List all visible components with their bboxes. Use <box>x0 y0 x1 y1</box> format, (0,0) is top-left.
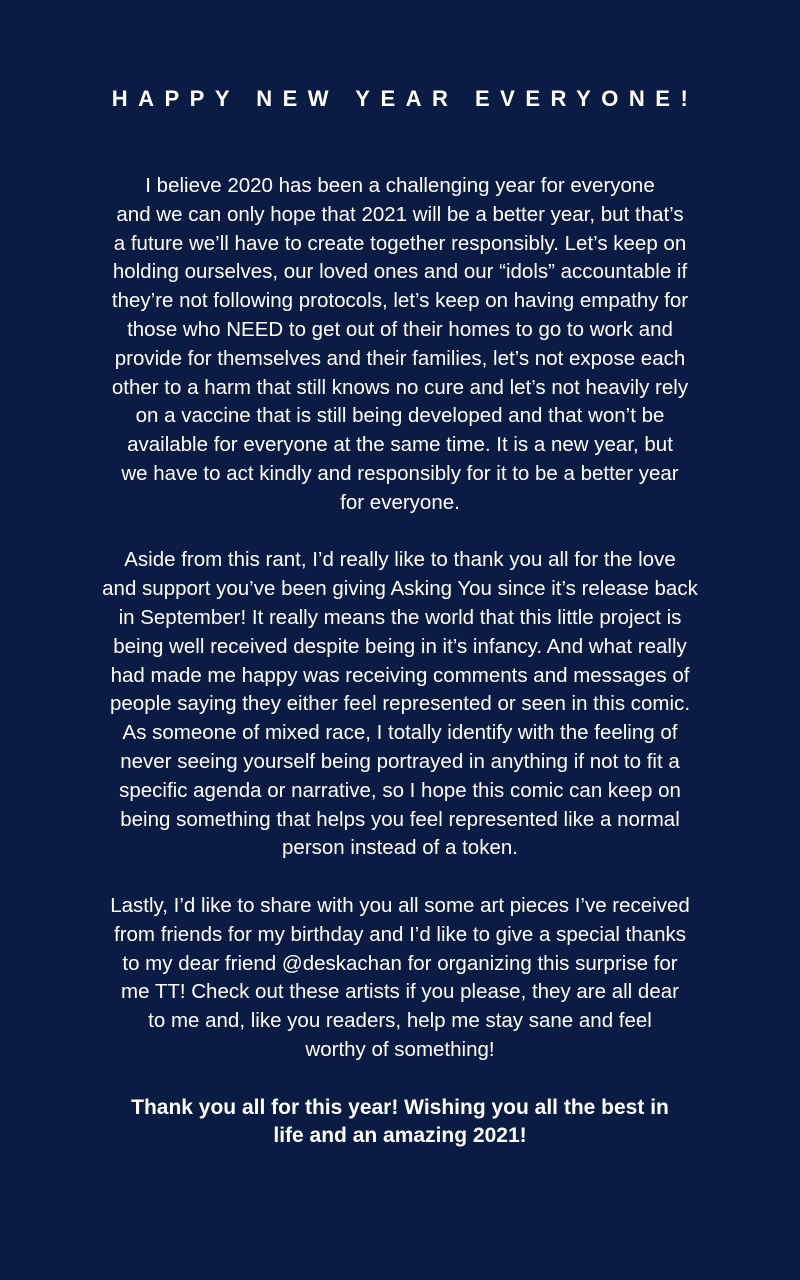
text-line: they’re not following protocols, let’s keep on having empathy for <box>111 289 689 313</box>
text-line: those who NEED to get out of their homes to go to work and <box>127 317 673 341</box>
text-line: available for everyone at the same time. It is a new year, but <box>127 433 673 457</box>
text-line: in September! It really means the world that this little project is <box>118 605 682 629</box>
text-line: Lastly, I’d like to share with you all some art pieces I’ve received <box>110 893 690 917</box>
text-line: being well received despite being in it’s infancy. And what really <box>113 634 687 658</box>
text-line: from friends for my birthday and I’d like to give a special thanks <box>114 922 686 946</box>
text-line: we have to act kindly and responsibly for it to be a better year <box>121 461 679 485</box>
text-line: on a vaccine that is still being developed and that won’t be <box>135 404 665 428</box>
text-line: worthy of something! <box>305 1037 495 1061</box>
page-title: HAPPY NEW YEAR EVERYONE! <box>111 86 699 111</box>
text-line: a future we’ll have to create together responsibly. Let’s keep on <box>113 231 687 255</box>
text-line: had made me happy was receiving comments and messages of <box>110 663 690 687</box>
text-line: me TT! Check out these artists if you please, they are all dear <box>121 980 679 1004</box>
text-line: to my dear friend @deskachan for organizing this surprise for <box>122 951 678 975</box>
text-line: and support you’ve been giving Asking You since it’s release back <box>102 577 698 601</box>
message-body <box>90 172 710 1180</box>
paragraph-thanks-readers <box>90 546 710 863</box>
text-line: Aside from this rant, I’d really like to thank you all for the love <box>124 548 676 572</box>
closing-message <box>90 1094 710 1152</box>
text-line: and we can only hope that 2021 will be a better year, but that’s <box>116 202 684 226</box>
text-line: life and an amazing 2021! <box>273 1124 527 1148</box>
text-line: never seeing yourself being portrayed in anything if not to fit a <box>120 749 680 773</box>
text-line: Thank you all for this year! Wishing you all the best in <box>131 1095 669 1119</box>
text-line: being something that helps you feel represented like a normal <box>120 807 680 831</box>
text-line: for everyone. <box>340 490 460 514</box>
paragraph-covid-message <box>90 172 710 518</box>
paragraph-art-pieces <box>90 892 710 1065</box>
text-line: other to a harm that still knows no cure and let’s not heavily rely <box>111 375 689 399</box>
text-line: provide for themselves and their families, let’s not expose each <box>114 346 686 370</box>
text-line: specific agenda or narrative, so I hope this comic can keep on <box>119 778 681 802</box>
text-line: As someone of mixed race, I totally identify with the feeling of <box>122 721 678 745</box>
text-line: person instead of a token. <box>282 836 518 860</box>
text-line: to me and, like you readers, help me stay sane and feel <box>148 1009 652 1033</box>
text-line: I believe 2020 has been a challenging year for everyone <box>145 174 655 197</box>
text-line: holding ourselves, our loved ones and our “idols” accountable if <box>112 260 688 284</box>
text-line: people saying they either feel represented or seen in this comic. <box>109 692 691 716</box>
